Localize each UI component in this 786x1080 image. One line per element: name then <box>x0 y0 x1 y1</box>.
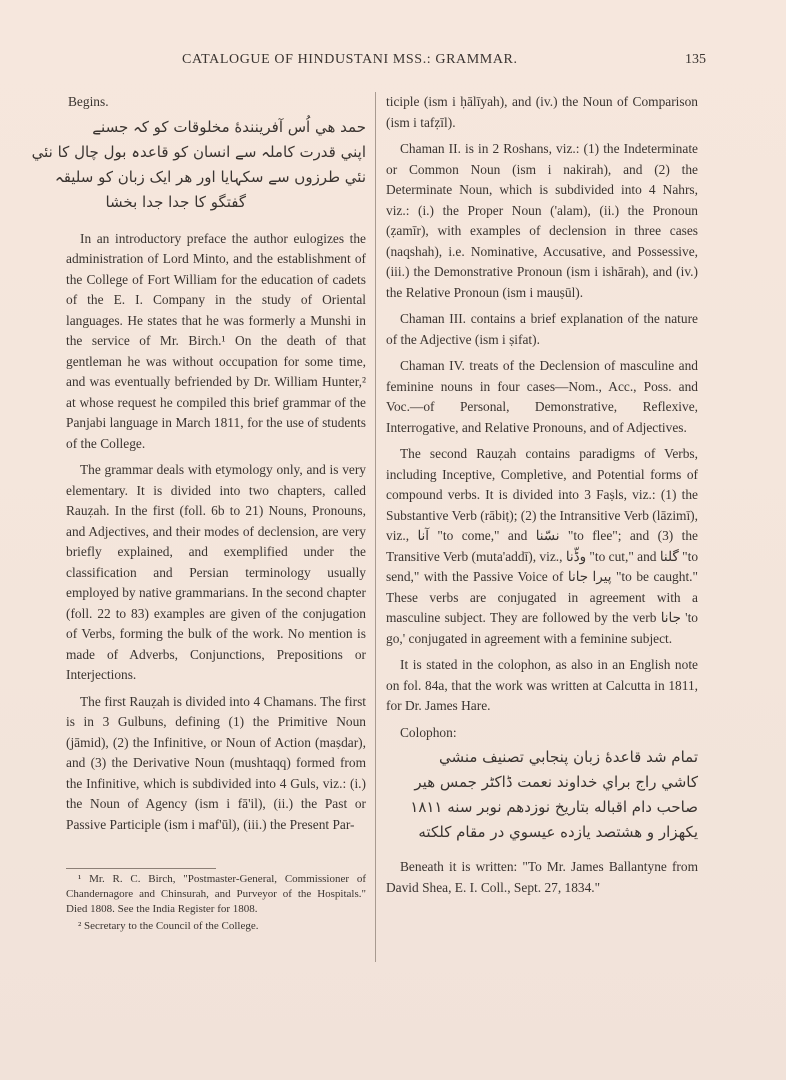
paragraph-grammar: The grammar deals with etymology only, and is very elementary. It is divided into two chapters, called Rauẓah. In the first (foll. 6b to 21) Nouns, Pronouns, and Adjectives, and their modes of declension, are very briefly explained, and exemplified under the classification and Persian terminology usually employed by native grammarians. In the second chapter (foll. 22 to 83) examples are given of the conjugation of Verbs, forming the bulk of the work. No mention is made of Adverbs, Conjunctions, Prepositions or Interjections. <box>66 462 366 682</box>
begins-label: Begins. <box>68 94 109 109</box>
paragraph-preface: In an introductory preface the author eulogizes the administration of Lord Minto, and the establishment of the College of Fort William for the education of cadets of the E. I. Company in the study of Oriental languages. He states that he was formerly a Munshi in the service of Mr. Birch.¹ On the death of that gentleman he was without occupation for some time, and was eventually befriended by Dr. William Hunter,² at whose request he compiled this brief grammar of the Panjabi language in March 1811, for the use of students of the College. <box>66 230 366 451</box>
colophon-urdu-line: يکهزار و هشتصد يازده عيسوي در مقام کلکته <box>418 823 698 841</box>
footnote-rule <box>66 868 216 869</box>
paragraph-continued: ticiple (ism i ḥālīyah), and (iv.) the Noun of Comparison (ism i tafẓīl). <box>386 94 698 130</box>
paragraph-colophon-note: It is stated in the colophon, as also in an English note on fol. 84a, that the work was written at Calcutta in 1811, for Dr. James Hare. <box>386 657 698 713</box>
begins-urdu-line: گفتگو کا جدا جدا بخشا <box>105 192 246 211</box>
header-title: CATALOGUE OF HINDUSTANI MSS.: GRAMMAR. <box>182 52 518 67</box>
paragraph-chaman-4: Chaman IV. treats of the Declension of masculine and feminine nouns in four cases—Nom., Acc., Poss. and Voc.—of Personal, Demonstrative, Reflexive, Interrogative, and Relative Pronouns, and of Adjectives. <box>386 358 698 435</box>
left-column <box>31 92 366 841</box>
colophon-urdu-line: صاحب دام اقباله بتاريخ نوزدهم نوبر سنه ١٨١١ <box>410 798 698 816</box>
paragraph-chaman-3: Chaman III. contains a brief explanation of the nature of the Adjective (ism i ṣifat). <box>386 311 698 347</box>
column-divider <box>375 92 376 962</box>
paragraph-chaman-2: Chaman II. is in 2 Roshans, viz.: (1) the Indeterminate or Common Noun (ism i nakirah), and (2) the Determinate Noun, which is subdivided into 4 Nahrs, viz.: (i.) the Proper Noun ('alam), (ii.) the Pronoun (ẓamīr), with examples of declension in three cases (naqshah), i.e. Nominative, Accusative, and Possessive, (iii.) the Demonstrative Pronoun (ism i ishārah), and (iv.) the Relative Pronoun (ism i mauṣūl). <box>386 141 698 300</box>
page-number: 135 <box>685 52 706 67</box>
right-column <box>386 92 698 904</box>
paragraph-first-rauzah: The first Rauẓah is divided into 4 Chamans. The first is in 3 Gulbuns, defining (1) the Primitive Noun (jāmid), (2) the Infinitive, or Noun of Action (maṣdar), and (3) the Derivative Noun (mushtaqq) formed from the Infinitive, which is subdivided into 4 Guls, viz.: (i.) the Noun of Agency (ism i fā'il), (ii.) the Past or Passive Participle (ism i maf'ūl), (iii.) the Present Par- <box>66 693 366 832</box>
footnote-1: ¹ Mr. R. C. Birch, "Postmaster-General, Commissioner of Chandernagore and Chinsurah, and Purveyor of the Hospitals." Died 1808. See the India Register for 1808. <box>66 873 366 915</box>
paragraph-inscription: Beneath it is written: "To Mr. James Ballantyne from David Shea, E. I. Coll., Sept. 27, 1834." <box>386 859 698 895</box>
begins-urdu-line: حمد هي اُس آفرينندهٔ مخلوقات کو کہ جسنے <box>92 117 366 136</box>
footnote-2: ² Secretary to the Council of the College. <box>78 920 259 932</box>
paragraph-second-rauzah: The second Rauẓah contains paradigms of Verbs, including Inceptive, Completive, and Potential forms of compound verbs. It is divided into 3 Faṣls, viz.: (1) the Substantive Verb (rābiṭ); (2) the Intransitive Verb (lāzimī), viz., آنا "to come," and نسّنا "to flee"; and (3) the Transitive Verb (muta'addī), viz., وڈّنا "to cut," and گلنا "to send," with the Passive Voice of پيرا جانا "to be caught." These verbs are conjugated in agreement with a masculine subject. They are followed by the verb جانا 'to go,' conjugated in agreement with a feminine subject. <box>386 446 699 646</box>
colophon-urdu-line: کاشي راج براي خداوند نعمت ڈاکٹر جمس هير <box>414 773 698 791</box>
begins-urdu-line: نئي طرزوں سے سکہايا اور هر ايک زبان کو سليقہ <box>54 167 366 186</box>
footnotes <box>66 872 366 936</box>
begins-urdu-text <box>31 115 366 215</box>
colophon-label: Colophon: <box>400 724 457 740</box>
running-header <box>60 52 706 74</box>
begins-urdu-line: اپني قدرت کاملہ سے انسان کو قاعدہ بول چال کا نئي <box>31 142 366 161</box>
colophon-urdu-line: تمام شد قاعدهٔ زبان پنجابي تصنيف منشي <box>438 748 698 766</box>
colophon-urdu-text <box>386 745 698 845</box>
